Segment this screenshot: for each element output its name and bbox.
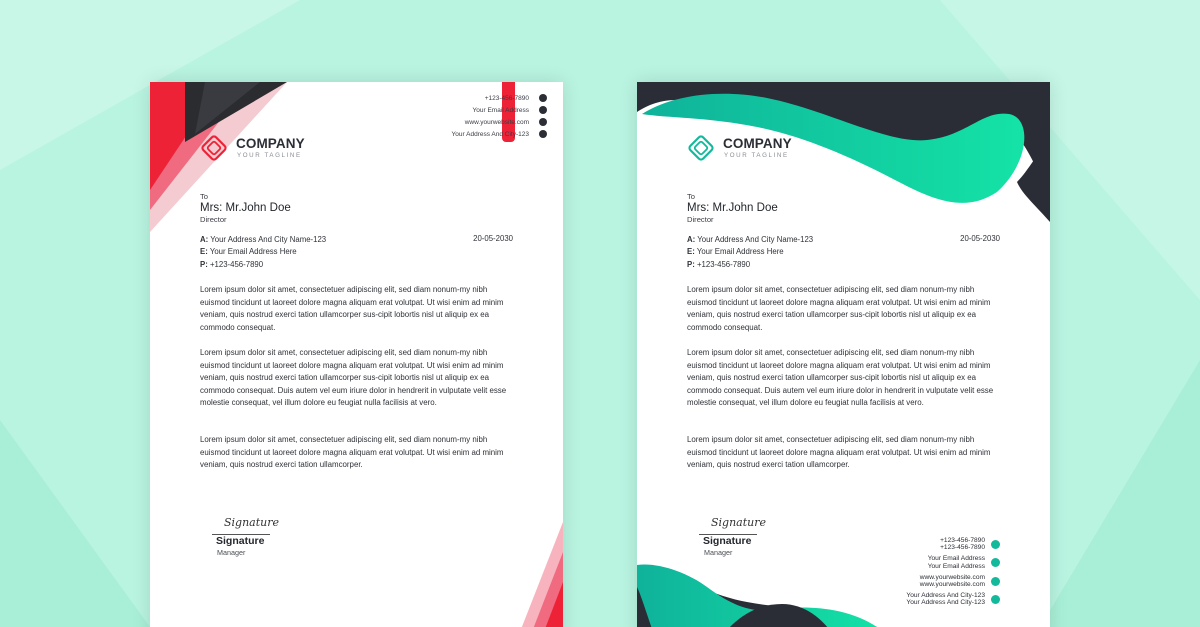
location-icon xyxy=(991,595,1000,604)
paragraph-1: Lorem ipsum dolor sit amet, consectetuer adipiscing elit, sed diam nonum-my nibh euismod tincidunt ut laoreet dolore magna aliquam erat volutpat. Ut wisi enim ad minim veniam, quis nostrud exerci tation ullamcorper sus-cipit lobortis nisl ut aliquip ex ea commodo consequat. xyxy=(687,285,991,332)
handwritten-signature xyxy=(703,510,773,532)
globe-icon xyxy=(991,577,1000,586)
contact-email: Your Email Address xyxy=(417,104,547,116)
company-name: COMPANY xyxy=(723,135,792,151)
to-label: To xyxy=(687,192,696,201)
letterhead-teal xyxy=(637,82,1050,627)
paragraph-1: Lorem ipsum dolor sit amet, consectetuer adipiscing elit, sed diam nonum-my nibh euismod tincidunt ut laoreet dolore magna aliquam erat volutpat. Ut wisi enim ad minim veniam, quis nostrud exerci tation ullamcorper sus-cipit lobortis nisl ut aliquip ex ea commodo consequat. xyxy=(200,285,504,332)
company-name: COMPANY xyxy=(236,135,305,151)
letter-date: 20-05-2030 xyxy=(473,234,513,243)
location-icon xyxy=(539,130,547,138)
paragraph-3: Lorem ipsum dolor sit amet, consectetuer adipiscing elit, sed diam nonum-my nibh euismod tincidunt ut laoreet dolore magna aliquam erat volutpat. Ut wisi enim ad minim veniam, quis nostrud exerci tation ullamcorper. xyxy=(200,435,504,470)
email-icon xyxy=(539,106,547,114)
company-tagline: YOUR TAGLINE xyxy=(237,151,302,159)
header-contacts xyxy=(417,92,547,140)
contact-phone: +123-456-7890 xyxy=(417,92,547,104)
to-label: To xyxy=(200,192,209,201)
recipient-title: Director xyxy=(687,215,714,224)
company-logo xyxy=(200,134,305,162)
svg-text:Signature: Signature xyxy=(224,516,280,529)
contact-website: www.yourwebsite.com xyxy=(417,116,547,128)
recipient-title: Director xyxy=(200,215,227,224)
svg-text:Signature: Signature xyxy=(711,516,767,529)
globe-icon xyxy=(539,118,547,126)
signature-role: Manager xyxy=(704,548,733,557)
diamond-logo-icon xyxy=(687,134,715,162)
recipient-info: A: Your Address And City Name-123 E: Your Email Address Here P: +123-456-7890 xyxy=(200,235,327,269)
diamond-logo-icon xyxy=(200,134,228,162)
paragraph-3: Lorem ipsum dolor sit amet, consectetuer adipiscing elit, sed diam nonum-my nibh euismod tincidunt ut laoreet dolore magna aliquam erat volutpat. Ut wisi enim ad minim veniam, quis nostrud exerci tation ullamcorper. xyxy=(687,435,991,470)
contact-address: Your Address And City-123 xyxy=(417,128,547,140)
recipient-name: Mrs: Mr.John Doe xyxy=(687,202,778,214)
letter-date: 20-05-2030 xyxy=(960,234,1000,243)
company-tagline: YOUR TAGLINE xyxy=(724,151,789,159)
recipient-info: A: Your Address And City Name-123 E: Your Email Address Here P: +123-456-7890 xyxy=(687,235,814,269)
signature-label: Signature xyxy=(216,535,265,547)
contact-address: Your Address And City-123 Your Address And City-123 xyxy=(860,592,1000,606)
paragraph-2: Lorem ipsum dolor sit amet, consectetuer adipiscing elit, sed diam nonum-my nibh euismod tincidunt ut laoreet dolore magna aliquam erat volutpat. Ut wisi enim ad minim veniam, quis nostrud exerci tation ullamcorper sus-cipit lobortis nisl ut aliquip ex ea commodo consequat. Duis autem vel eum iriure dolor in hendrerit in vulputate velit esse molestie consequat, vel illum dolore eu feugiat nulla facilisis at vero. xyxy=(200,348,507,408)
signature-label: Signature xyxy=(703,535,752,547)
signature-role: Manager xyxy=(217,548,246,557)
company-logo xyxy=(687,134,792,162)
phone-icon xyxy=(991,540,1000,549)
handwritten-signature xyxy=(216,510,286,532)
recipient-name: Mrs: Mr.John Doe xyxy=(200,202,291,214)
phone-icon xyxy=(539,94,547,102)
letterhead-red xyxy=(150,82,563,627)
contact-phone: +123-456-7890 +123-456-7890 xyxy=(860,537,1000,551)
paragraph-2: Lorem ipsum dolor sit amet, consectetuer adipiscing elit, sed diam nonum-my nibh euismod tincidunt ut laoreet dolore magna aliquam erat volutpat. Ut wisi enim ad minim veniam, quis nostrud exerci tation ullamcorper sus-cipit lobortis nisl ut aliquip ex ea commodo consequat. Duis autem vel eum iriure dolor in hendrerit in vulputate velit esse molestie consequat, vel illum dolore eu feugiat nulla facilisis at vero. xyxy=(687,348,994,408)
email-icon xyxy=(991,558,1000,567)
contact-email: Your Email Address Your Email Address xyxy=(860,555,1000,569)
contact-website: www.yourwebsite.com www.yourwebsite.com xyxy=(860,574,1000,588)
footer-contacts xyxy=(860,537,1000,611)
